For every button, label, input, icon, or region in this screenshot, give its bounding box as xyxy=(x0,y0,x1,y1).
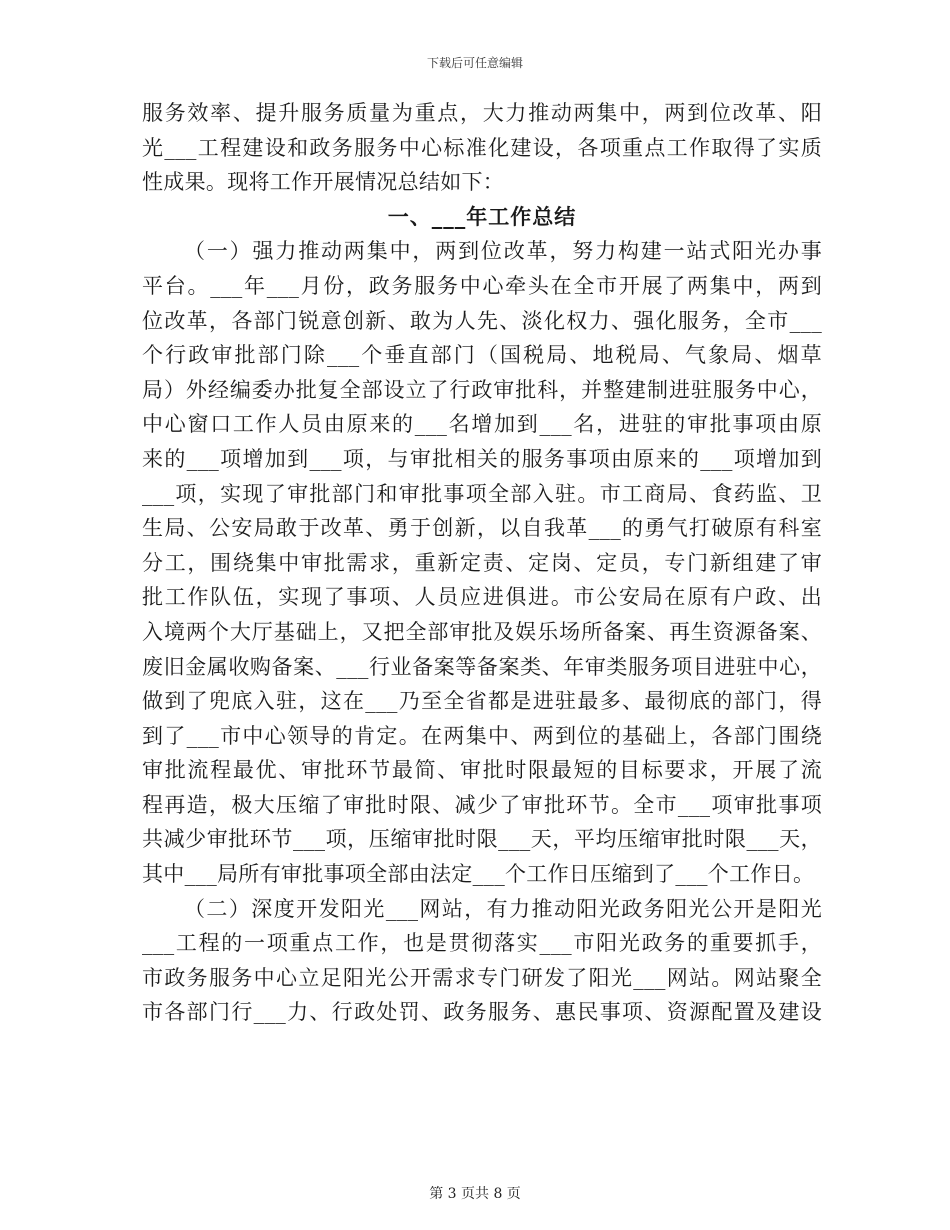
document-body xyxy=(142,96,822,1030)
text-line: 中心窗口工作人员由原来的___名增加到___名，进驻的审批事项由原 xyxy=(142,412,822,437)
text-line: 市各部门行___力、行政处罚、政务服务、惠民事项、资源配置及建设 xyxy=(142,1000,822,1025)
page-header: 下载后可任意编辑 xyxy=(426,56,523,70)
text-line: ___工程的一项重点工作，也是贯彻落实___市阳光政务的重要抓手， xyxy=(142,931,822,956)
text-line: 做到了兜底入驻，这在___乃至全省都是进驻最多、最彻底的部门，得 xyxy=(142,689,822,714)
text-line: 批工作队伍，实现了事项、人员应进俱进。市公安局在原有户政、出 xyxy=(142,585,822,610)
text-line: 性成果。现将工作开展情况总结如下： xyxy=(142,170,505,195)
text-line: 位改革，各部门锐意创新、敢为人先、淡化权力、强化服务，全市___ xyxy=(142,308,822,333)
text-line: 生局、公安局敢于改革、勇于创新，以自我革___的勇气打破原有科室 xyxy=(142,516,822,541)
text-line: 个行政审批部门除___个垂直部门（国税局、地税局、气象局、烟草 xyxy=(142,343,822,368)
text-line: ___项，实现了审批部门和审批事项全部入驻。市工商局、食药监、卫 xyxy=(142,481,822,506)
text-line: 光___工程建设和政务服务中心标准化建设，各项重点工作取得了实质 xyxy=(142,135,822,160)
text-line: 废旧金属收购备案、___行业备案等备案类、年审类服务项目进驻中心， xyxy=(142,654,822,679)
text-line: 审批流程最优、审批环节最简、审批时限最短的目标要求，开展了流 xyxy=(142,758,822,783)
text-line: 分工，围绕集中审批需求，重新定责、定岗、定员，专门新组建了审 xyxy=(142,550,822,575)
text-line: 服务效率、提升服务质量为重点，大力推动两集中，两到位改革、阳 xyxy=(142,101,822,125)
text-line: （二）深度开发阳光___网站，有力推动阳光政务阳光公开是阳光 xyxy=(184,896,822,921)
paragraph-1 xyxy=(142,234,822,891)
text-line: 平台。___年___月份，政务服务中心牵头在全市开展了两集中，两到 xyxy=(142,273,822,298)
section-heading: 一、___年工作总结 xyxy=(387,204,577,229)
text-line: 市政务服务中心立足阳光公开需求专门研发了阳光___网站。网站聚全 xyxy=(142,965,822,990)
text-line: 程再造，极大压缩了审批时限、减少了审批环节。全市___项审批事项 xyxy=(142,792,822,817)
text-line: 共减少审批环节___项，压缩审批时限___天，平均压缩审批时限___天， xyxy=(142,827,822,852)
text-line: 到了___市中心领导的肯定。在两集中、两到位的基础上，各部门围绕 xyxy=(142,723,822,748)
text-line: 局）外经编委办批复全部设立了行政审批科，并整建制进驻服务中心， xyxy=(142,377,822,402)
text-line: （一）强力推动两集中，两到位改革，努力构建一站式阳光办事 xyxy=(184,239,822,264)
text-line: 入境两个大厅基础上，又把全部审批及娱乐场所备案、再生资源备案、 xyxy=(142,619,822,644)
intro-paragraph xyxy=(142,96,822,200)
page-footer: 第 3 页共 8 页 xyxy=(429,1186,521,1202)
text-line: 其中___局所有审批事项全部由法定___个工作日压缩到了___个工作日。 xyxy=(142,862,815,887)
paragraph-2 xyxy=(142,892,822,1030)
text-line: 来的___项增加到___项，与审批相关的服务事项由原来的___项增加到 xyxy=(142,446,822,471)
